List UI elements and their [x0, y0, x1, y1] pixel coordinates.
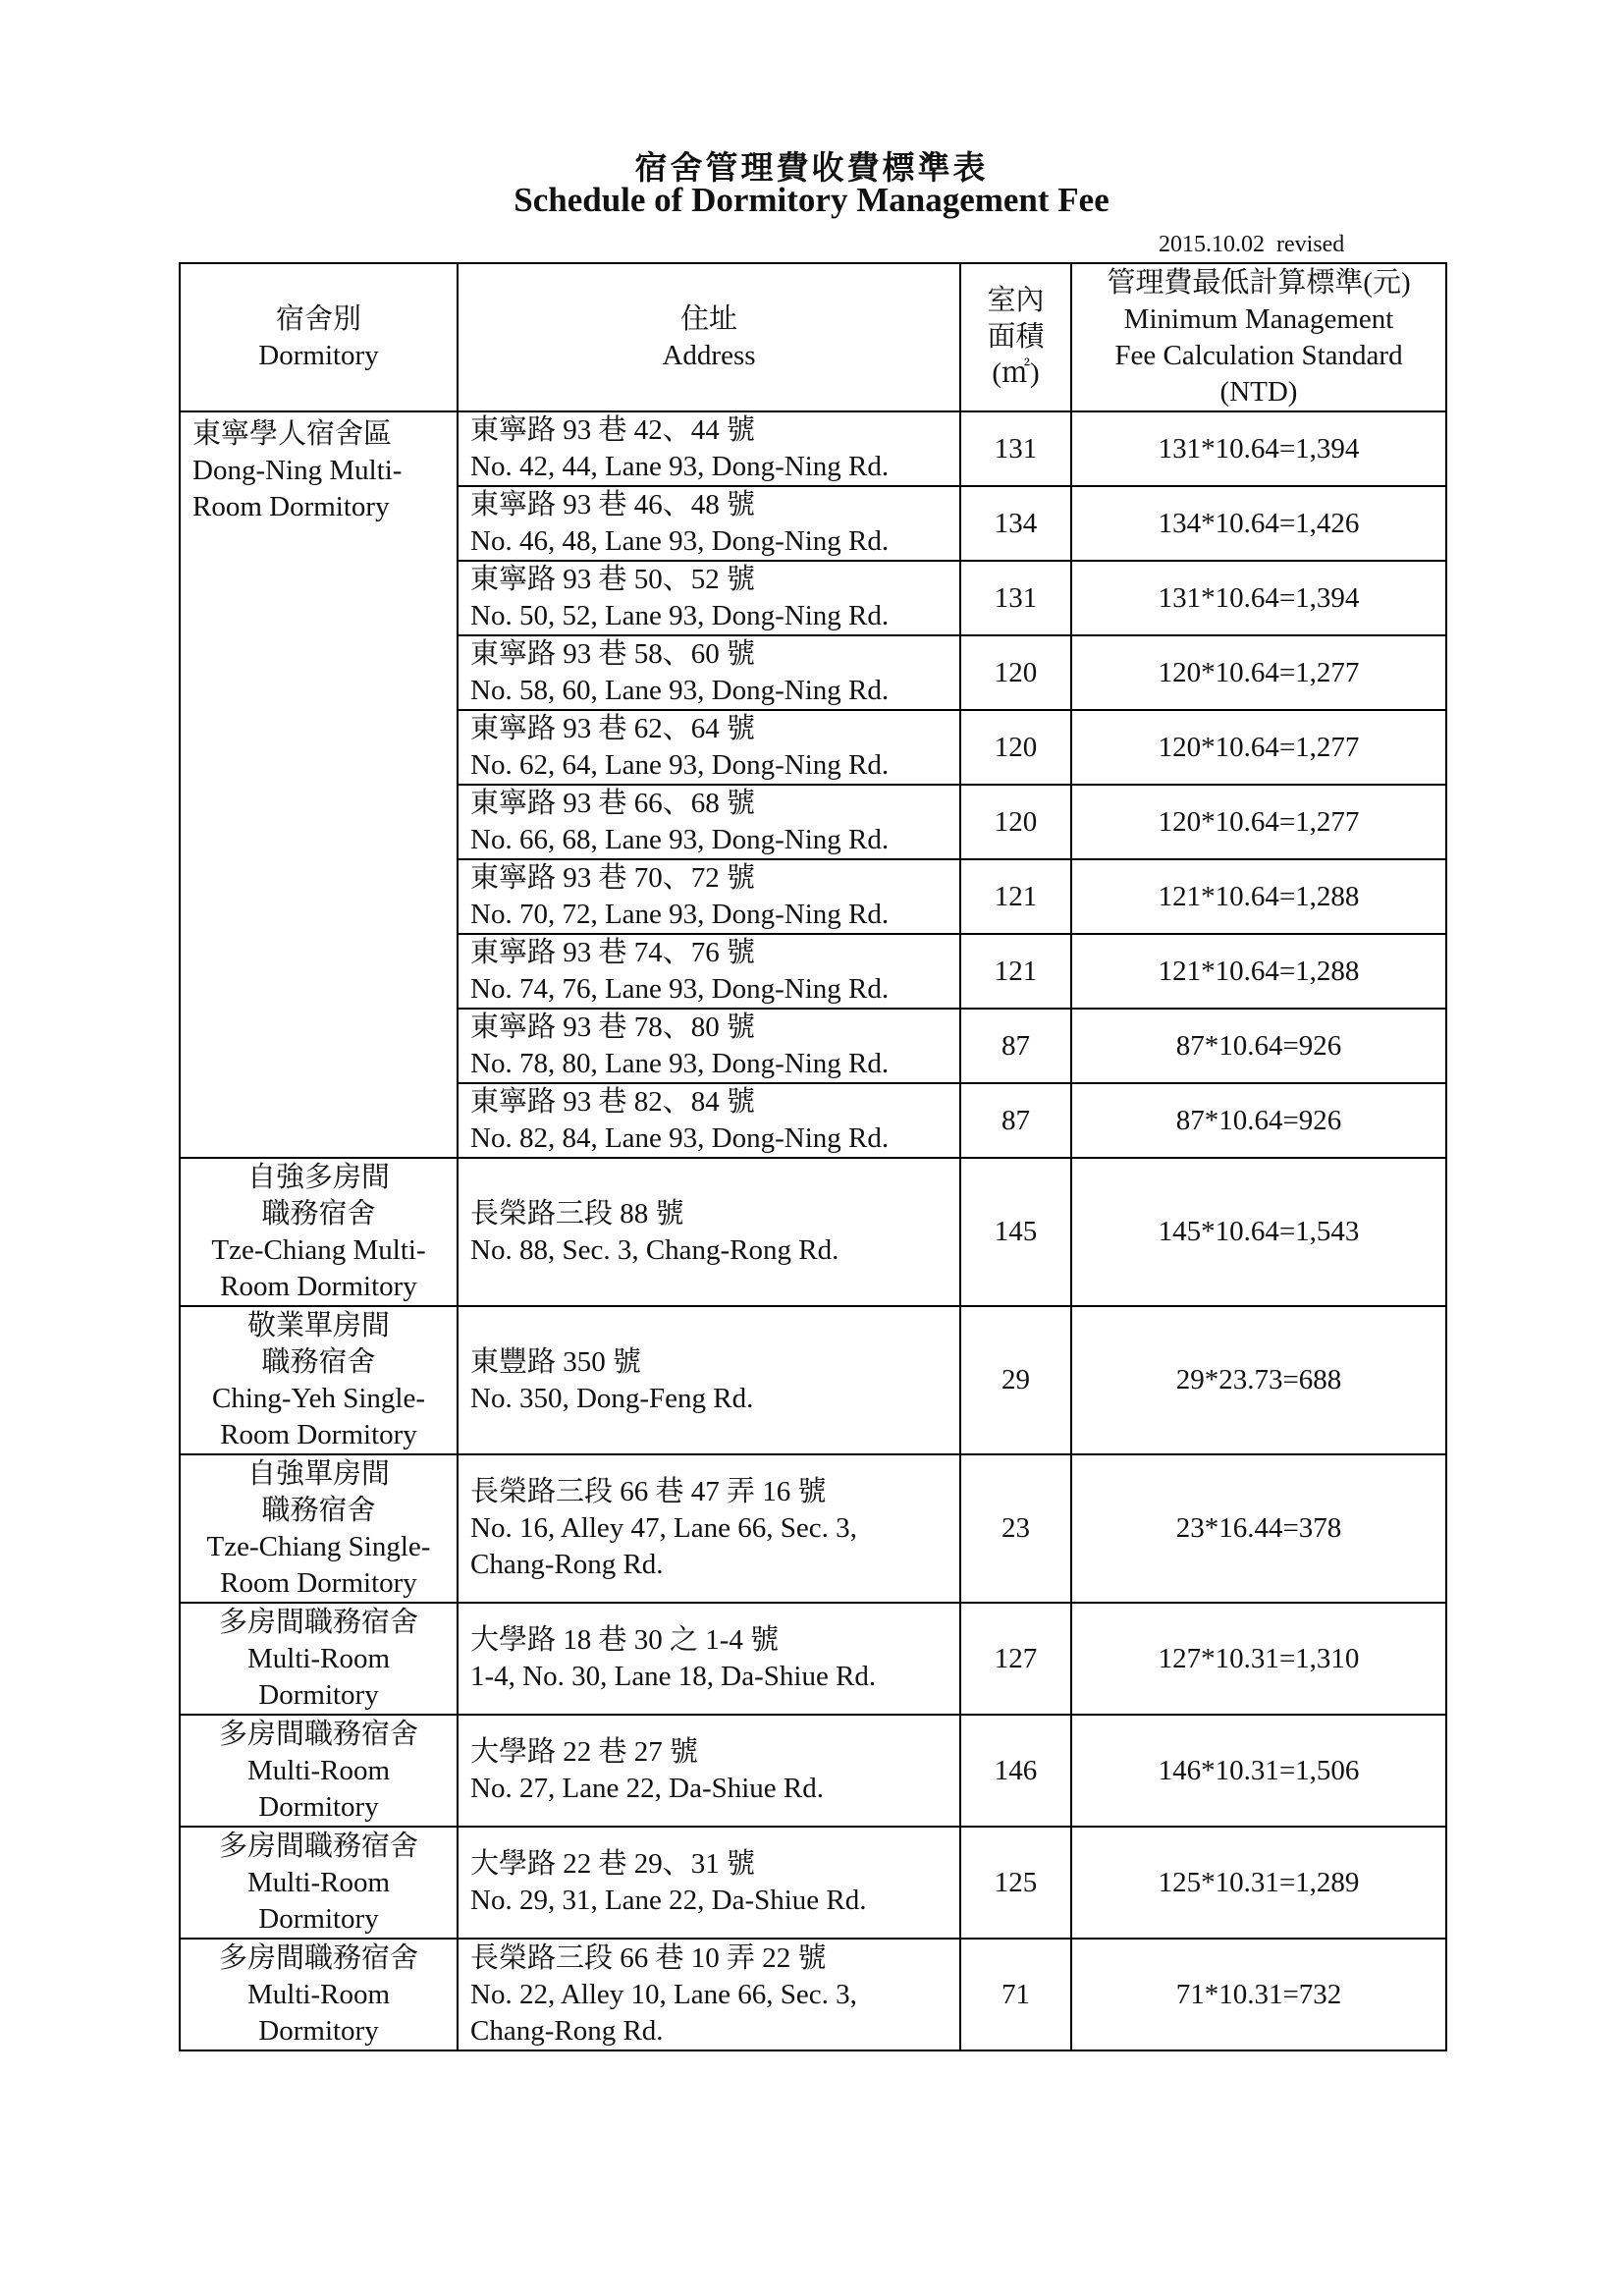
- address-line: 大學路 18 巷 30 之 1-4 號: [470, 1624, 780, 1656]
- dormitory-name-line: Multi-Room: [246, 1866, 390, 1898]
- dormitory-name-cell: [180, 1306, 458, 1454]
- header-address-zh: 住址: [679, 302, 737, 335]
- page-title-chinese: 宿舍管理費收費標準表: [634, 151, 989, 187]
- header-fee-unit: (NTD): [1219, 375, 1298, 408]
- address-en: No. 66, 68, Lane 93, Dong-Ning Rd.: [470, 824, 890, 855]
- address-line: No. 27, Lane 22, Da-Shiue Rd.: [470, 1773, 825, 1804]
- fee-cell: 121*10.64=1,288: [1071, 859, 1446, 934]
- fee-cell: 121*10.64=1,288: [1071, 934, 1446, 1009]
- address-cell: [458, 1009, 960, 1083]
- address-line: 大學路 22 巷 27 號: [470, 1736, 699, 1768]
- dormitory-name-line: Room Dormitory: [220, 1566, 417, 1599]
- address-cell: [458, 1603, 960, 1715]
- revision-date: 2015.10.02 revised: [1159, 232, 1345, 257]
- address-line: No. 350, Dong-Feng Rd.: [470, 1382, 754, 1414]
- address-zh: 東寧路 93 巷 82、84 號: [470, 1086, 756, 1118]
- header-dormitory-zh: 宿舍別: [275, 302, 361, 335]
- address-line: 長榮路三段 66 巷 47 弄 16 號: [470, 1476, 827, 1507]
- address-en: No. 62, 64, Lane 93, Dong-Ning Rd.: [470, 749, 890, 781]
- fee-cell: 146*10.31=1,506: [1071, 1715, 1446, 1827]
- table-row: [180, 1939, 1446, 2050]
- address-cell: [458, 561, 960, 635]
- area-cell: 121: [960, 934, 1071, 1009]
- header-address: [458, 263, 960, 411]
- fee-cell: 23*16.44=378: [1071, 1454, 1446, 1603]
- address-en: No. 46, 48, Lane 93, Dong-Ning Rd.: [470, 525, 890, 557]
- fee-cell: 134*10.64=1,426: [1071, 486, 1446, 561]
- fee-schedule-table: [179, 262, 1447, 2051]
- address-zh: 東寧路 93 巷 66、68 號: [470, 788, 756, 819]
- address-cell: [458, 635, 960, 710]
- address-line: 大學路 22 巷 29、31 號: [470, 1848, 756, 1880]
- dormitory-name-line: Multi-Room: [246, 1978, 390, 2010]
- area-cell: 120: [960, 785, 1071, 859]
- address-cell: [458, 1306, 960, 1454]
- address-en: No. 70, 72, Lane 93, Dong-Ning Rd.: [470, 899, 890, 930]
- address-line: 長榮路三段 88 號: [470, 1197, 684, 1230]
- address-en: No. 82, 84, Lane 93, Dong-Ning Rd.: [470, 1122, 890, 1154]
- dormitory-name-line: 多房間職務宿舍: [218, 1830, 418, 1862]
- area-cell: 131: [960, 561, 1071, 635]
- fee-cell: 127*10.31=1,310: [1071, 1603, 1446, 1715]
- address-zh: 東寧路 93 巷 42、44 號: [470, 414, 756, 446]
- address-cell: [458, 1083, 960, 1158]
- dormitory-name-line: Multi-Room: [246, 1642, 390, 1674]
- address-line: No. 22, Alley 10, Lane 66, Sec. 3,: [470, 1978, 857, 2010]
- area-cell: 134: [960, 486, 1071, 561]
- fee-cell: 120*10.64=1,277: [1071, 785, 1446, 859]
- fee-table-body: [180, 263, 1446, 2050]
- address-cell: [458, 1827, 960, 1939]
- table-row: [180, 1827, 1446, 1939]
- header-area-unit: (㎡): [992, 357, 1040, 389]
- fee-cell: 87*10.64=926: [1071, 1009, 1446, 1083]
- dormitory-name-cell: [180, 1715, 458, 1827]
- dormitory-name-line: Multi-Room: [246, 1754, 390, 1786]
- dormitory-name-line: 多房間職務宿舍: [218, 1718, 418, 1750]
- address-cell: [458, 710, 960, 785]
- area-cell: 87: [960, 1083, 1071, 1158]
- dormitory-name-line: Dong-Ning Multi-: [192, 455, 403, 486]
- header-address-en: Address: [662, 339, 756, 371]
- area-cell: 131: [960, 411, 1071, 486]
- fee-cell: 131*10.64=1,394: [1071, 561, 1446, 635]
- dormitory-name-line: 敬業單房間: [246, 1309, 390, 1341]
- dormitory-name-line: Ching-Yeh Single-: [212, 1382, 425, 1414]
- address-en: No. 74, 76, Lane 93, Dong-Ning Rd.: [470, 973, 890, 1005]
- table-header-row: [180, 263, 1446, 411]
- dormitory-name-line: Dormitory: [258, 1902, 379, 1935]
- dormitory-name-line: Tze-Chiang Single-: [206, 1530, 431, 1562]
- area-cell: 121: [960, 859, 1071, 934]
- header-fee-en: Minimum Management: [1123, 302, 1394, 335]
- fee-cell: 71*10.31=732: [1071, 1939, 1446, 2050]
- fee-cell: 120*10.64=1,277: [1071, 635, 1446, 710]
- address-line: Chang-Rong Rd.: [470, 1549, 664, 1580]
- address-line: Chang-Rong Rd.: [470, 2014, 664, 2047]
- fee-cell: 120*10.64=1,277: [1071, 710, 1446, 785]
- header-area: [960, 263, 1071, 411]
- dormitory-name-line: Dormitory: [258, 2014, 379, 2047]
- header-fee: [1071, 263, 1446, 411]
- address-en: No. 42, 44, Lane 93, Dong-Ning Rd.: [470, 451, 890, 482]
- address-cell: [458, 1939, 960, 2050]
- header-dormitory: [180, 263, 458, 411]
- address-line: 1-4, No. 30, Lane 18, Da-Shiue Rd.: [470, 1661, 877, 1692]
- dormitory-name-cell: [180, 1603, 458, 1715]
- area-cell: 23: [960, 1454, 1071, 1603]
- table-row: [180, 1603, 1446, 1715]
- dormitory-name-line: 自強多房間: [246, 1161, 390, 1193]
- area-cell: 120: [960, 710, 1071, 785]
- address-en: No. 50, 52, Lane 93, Dong-Ning Rd.: [470, 600, 890, 631]
- header-fee-zh: 管理費最低計算標準(元): [1107, 266, 1411, 299]
- area-cell: 120: [960, 635, 1071, 710]
- fee-cell: 131*10.64=1,394: [1071, 411, 1446, 486]
- area-cell: 125: [960, 1827, 1071, 1939]
- dormitory-name-line: Dormitory: [258, 1790, 379, 1823]
- address-line: 東豐路 350 號: [470, 1345, 642, 1378]
- address-zh: 東寧路 93 巷 62、64 號: [470, 713, 756, 744]
- address-cell: [458, 785, 960, 859]
- table-row: [180, 411, 1446, 486]
- fee-cell: 145*10.64=1,543: [1071, 1158, 1446, 1306]
- table-row: [180, 1715, 1446, 1827]
- address-line: No. 88, Sec. 3, Chang-Rong Rd.: [470, 1233, 839, 1266]
- dormitory-name-line: 職務宿舍: [261, 1345, 376, 1378]
- address-zh: 東寧路 93 巷 70、72 號: [470, 862, 756, 894]
- area-cell: 87: [960, 1009, 1071, 1083]
- area-cell: 145: [960, 1158, 1071, 1306]
- address-cell: [458, 859, 960, 934]
- header-dormitory-en: Dormitory: [258, 339, 379, 371]
- dormitory-name-line: 多房間職務宿舍: [218, 1606, 418, 1638]
- address-line: No. 29, 31, Lane 22, Da-Shiue Rd.: [470, 1885, 867, 1916]
- table-row: [180, 1306, 1446, 1454]
- dormitory-name-line: 職務宿舍: [261, 1197, 376, 1230]
- address-zh: 東寧路 93 巷 74、76 號: [470, 937, 756, 968]
- address-cell: [458, 411, 960, 486]
- address-en: No. 58, 60, Lane 93, Dong-Ning Rd.: [470, 675, 890, 706]
- address-cell: [458, 486, 960, 561]
- area-cell: 146: [960, 1715, 1071, 1827]
- dormitory-name-cell: [180, 411, 458, 1158]
- address-zh: 東寧路 93 巷 58、60 號: [470, 638, 756, 670]
- table-row: [180, 1454, 1446, 1603]
- address-zh: 東寧路 93 巷 50、52 號: [470, 564, 756, 595]
- dormitory-name-cell: [180, 1158, 458, 1306]
- dormitory-name-line: Dormitory: [258, 1678, 379, 1711]
- dormitory-name-line: 職務宿舍: [261, 1494, 376, 1526]
- address-zh: 東寧路 93 巷 78、80 號: [470, 1011, 756, 1043]
- header-fee-en: Fee Calculation Standard: [1114, 339, 1403, 371]
- address-zh: 東寧路 93 巷 46、48 號: [470, 489, 756, 520]
- area-cell: 71: [960, 1939, 1071, 2050]
- page-title-english: Schedule of Dormitory Management Fee: [514, 181, 1109, 219]
- address-line: 長榮路三段 66 巷 10 弄 22 號: [470, 1941, 827, 1974]
- table-row: [180, 1158, 1446, 1306]
- dormitory-name-cell: [180, 1454, 458, 1603]
- dormitory-name-cell: [180, 1939, 458, 2050]
- fee-cell: 125*10.31=1,289: [1071, 1827, 1446, 1939]
- address-cell: [458, 1158, 960, 1306]
- address-cell: [458, 934, 960, 1009]
- header-area-line: 面積: [987, 321, 1045, 353]
- address-cell: [458, 1715, 960, 1827]
- area-cell: 29: [960, 1306, 1071, 1454]
- dormitory-name-line: 東寧學人宿舍區: [192, 418, 393, 450]
- dormitory-name-line: Room Dormitory: [220, 1270, 417, 1302]
- dormitory-name-line: 多房間職務宿舍: [218, 1941, 418, 1974]
- dormitory-name-line: 自強單房間: [246, 1457, 390, 1490]
- dormitory-name-line: Room Dormitory: [220, 1418, 417, 1450]
- area-cell: 127: [960, 1603, 1071, 1715]
- fee-cell: 87*10.64=926: [1071, 1083, 1446, 1158]
- address-en: No. 78, 80, Lane 93, Dong-Ning Rd.: [470, 1048, 890, 1079]
- address-line: No. 16, Alley 47, Lane 66, Sec. 3,: [470, 1512, 857, 1544]
- fee-cell: 29*23.73=688: [1071, 1306, 1446, 1454]
- header-area-line: 室內: [987, 285, 1045, 316]
- address-cell: [458, 1454, 960, 1603]
- dormitory-name-line: Room Dormitory: [192, 491, 390, 522]
- dormitory-name-line: Tze-Chiang Multi-: [211, 1233, 426, 1266]
- dormitory-name-cell: [180, 1827, 458, 1939]
